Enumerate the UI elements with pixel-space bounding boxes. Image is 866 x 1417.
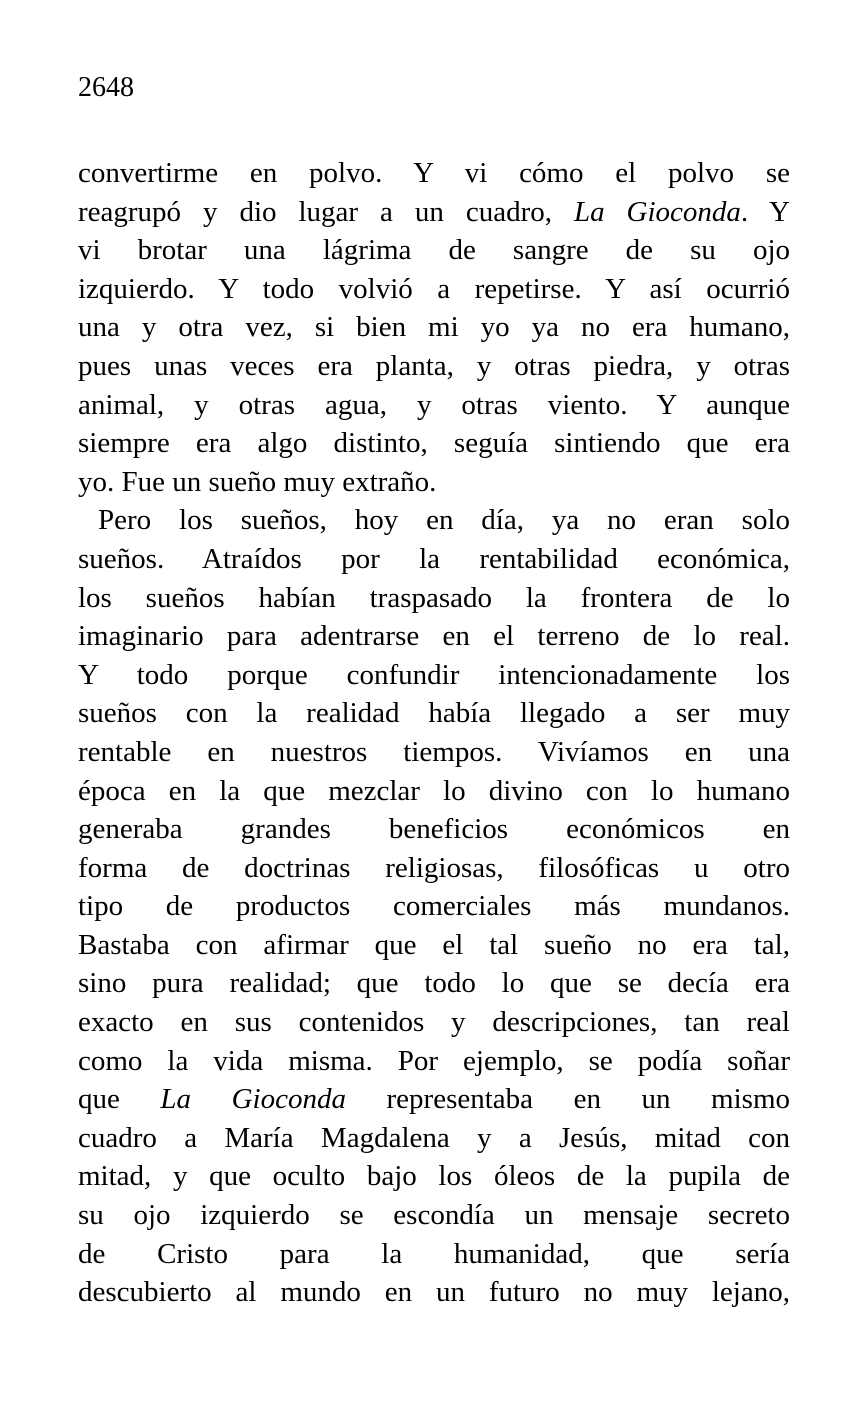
text-line xyxy=(78,540,790,579)
text-line xyxy=(78,231,790,270)
text-segment: pues unas veces era planta, y otras piedra, y otras xyxy=(78,349,790,382)
text-line xyxy=(78,1235,790,1274)
page-number: 2648 xyxy=(78,72,134,103)
page-text xyxy=(78,154,790,1312)
text-segment: sueños. Atraídos por la rentabilidad económica, xyxy=(78,542,790,575)
text-segment: su ojo izquierdo se escondía un mensaje secreto xyxy=(78,1199,790,1232)
text-line xyxy=(78,849,790,888)
text-line xyxy=(78,772,790,811)
text-segment: siempre era algo distinto, seguía sintiendo que era xyxy=(78,427,790,460)
text-line xyxy=(78,424,790,463)
text-line xyxy=(78,1042,790,1081)
text-segment: mitad, y que oculto bajo los óleos de la pupila de xyxy=(78,1160,790,1193)
text-segment: una y otra vez, si bien mi yo ya no era humano, xyxy=(78,311,790,344)
paragraph xyxy=(78,501,790,1311)
text-segment: animal, y otras agua, y otras viento. Y aunque xyxy=(78,388,790,421)
text-line xyxy=(78,617,790,656)
text-segment: de Cristo para la humanidad, que sería xyxy=(78,1237,790,1270)
text-line xyxy=(78,193,790,232)
text-segment: Y todo porque confundir intencionadamente los xyxy=(78,658,790,691)
text-line xyxy=(78,1003,790,1042)
text-line xyxy=(78,733,790,772)
text-line xyxy=(78,386,790,425)
text-segment: . Y xyxy=(740,195,790,228)
text-line xyxy=(78,810,790,849)
text-line xyxy=(78,694,790,733)
text-segment: tipo de productos comerciales más mundanos. xyxy=(78,890,790,923)
text-segment: forma de doctrinas religiosas, filosóficas u otro xyxy=(78,851,790,884)
text-line xyxy=(78,964,790,1003)
text-line xyxy=(78,887,790,926)
text-segment: imaginario para adentrarse en el terreno de lo real. xyxy=(78,620,790,653)
text-line xyxy=(78,1273,790,1312)
text-line xyxy=(78,1196,790,1235)
text-segment: exacto en sus contenidos y descripciones, tan real xyxy=(78,1006,790,1039)
text-segment: sino pura realidad; que todo lo que se decía era xyxy=(78,967,790,1000)
text-segment: Bastaba con afirmar que el tal sueño no era tal, xyxy=(78,928,790,961)
text-line xyxy=(78,463,790,502)
text-segment: Pero los sueños, hoy en día, ya no eran solo xyxy=(98,504,790,537)
text-segment: generaba grandes beneficios económicos en xyxy=(78,813,790,846)
paragraph xyxy=(78,154,790,501)
text-segment: representaba en un mismo xyxy=(345,1083,790,1116)
text-segment: época en la que mezclar lo divino con lo humano xyxy=(78,774,790,807)
text-line xyxy=(78,270,790,309)
artwork-title-italic: La Gioconda xyxy=(160,1083,346,1116)
text-line xyxy=(78,501,790,540)
text-segment: convertirme en polvo. Y vi cómo el polvo se xyxy=(78,157,790,189)
text-segment: descubierto al mundo en un futuro no muy lejano, xyxy=(78,1276,790,1309)
text-segment: sueños con la realidad había llegado a ser muy xyxy=(78,697,790,730)
text-line xyxy=(78,154,790,193)
text-line xyxy=(78,1157,790,1196)
text-line xyxy=(78,347,790,386)
text-line xyxy=(78,1119,790,1158)
text-line xyxy=(78,579,790,618)
text-segment: rentable en nuestros tiempos. Vivíamos en una xyxy=(78,735,790,768)
text-segment: como la vida misma. Por ejemplo, se podía soñar xyxy=(78,1044,790,1077)
artwork-title-italic: La Gioconda xyxy=(573,195,741,228)
text-line xyxy=(78,656,790,695)
text-segment: yo. Fue un sueño muy extraño. xyxy=(78,465,437,498)
text-segment: izquierdo. Y todo volvió a repetirse. Y así ocurrió xyxy=(78,272,790,305)
text-segment: que xyxy=(78,1083,161,1116)
text-line xyxy=(78,926,790,965)
text-segment: vi brotar una lágrima de sangre de su ojo xyxy=(78,234,790,267)
text-line xyxy=(78,308,790,347)
text-line xyxy=(78,1080,790,1119)
text-segment: cuadro a María Magdalena y a Jesús, mitad con xyxy=(78,1121,790,1154)
text-segment: los sueños habían traspasado la frontera de lo xyxy=(78,581,790,614)
text-segment: reagrupó y dio lugar a un cuadro, xyxy=(78,195,574,228)
